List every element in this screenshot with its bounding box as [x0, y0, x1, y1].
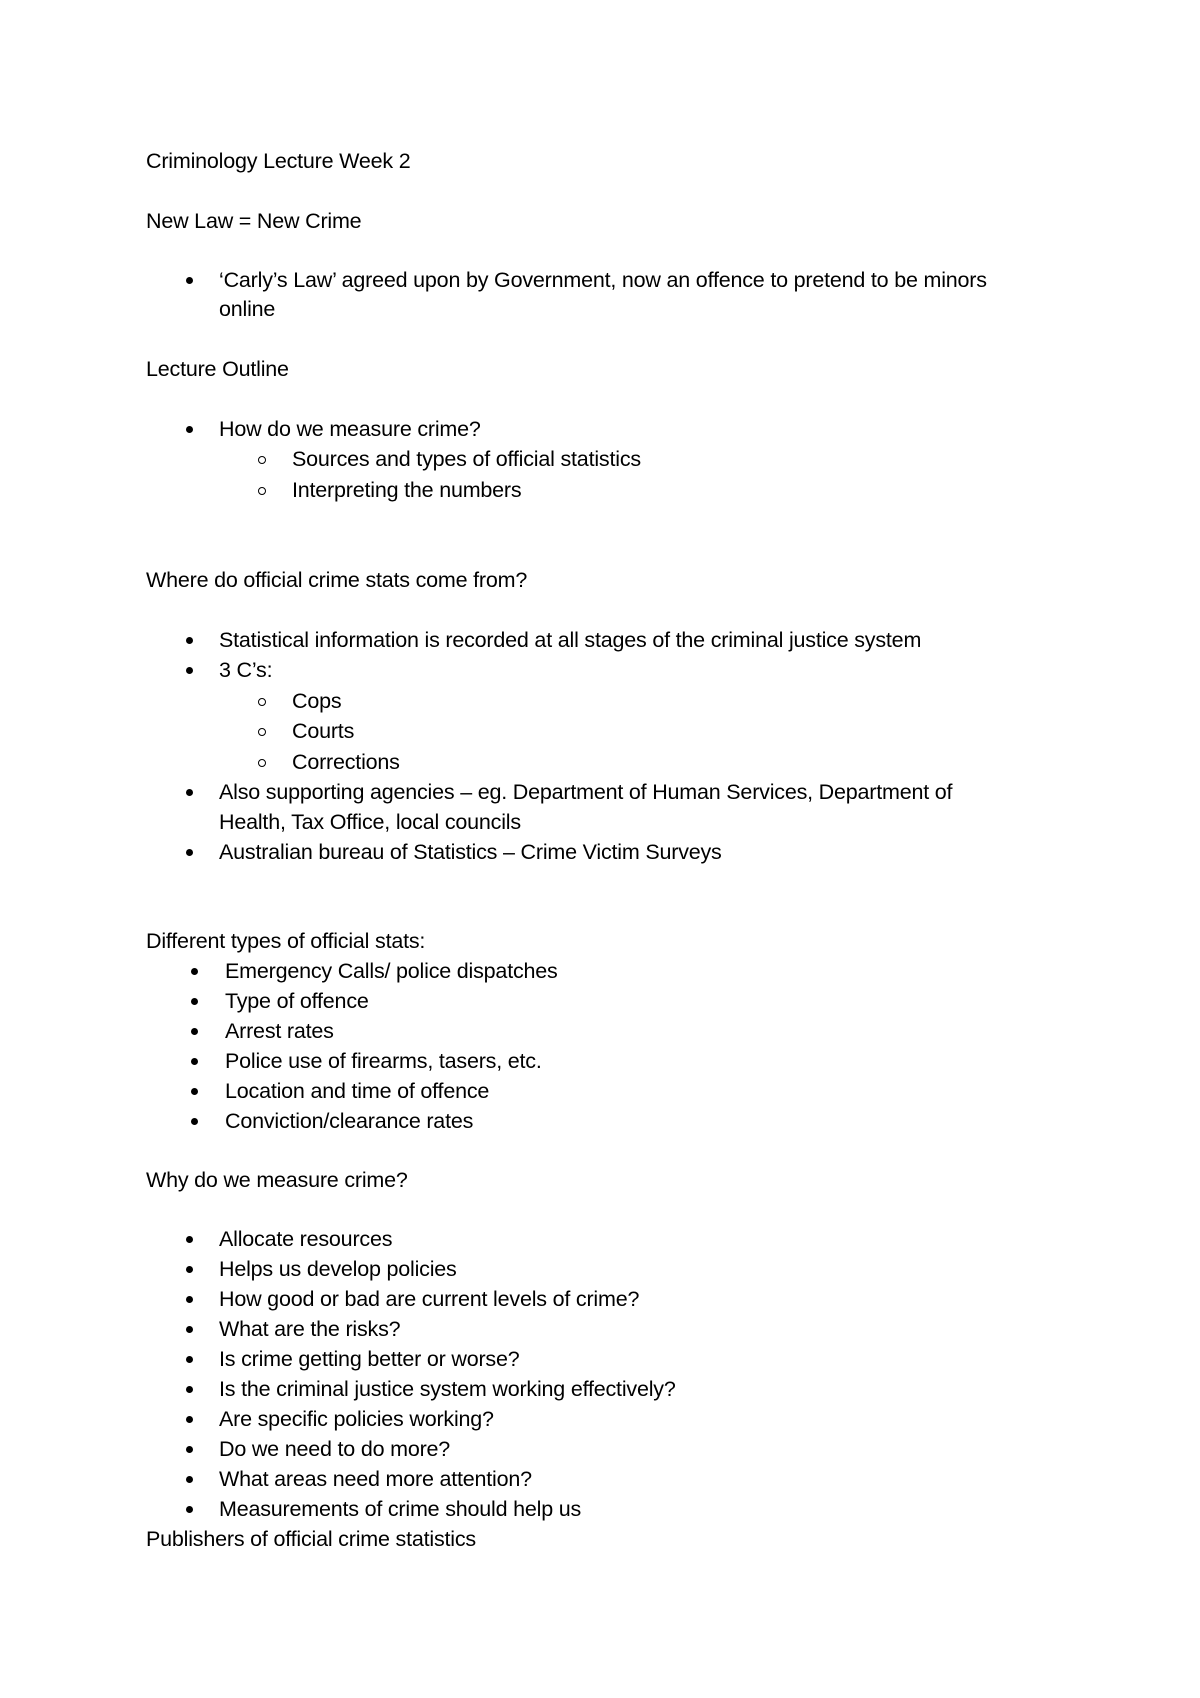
sub-list-item: Corrections [292, 750, 400, 774]
heading-new-law: New Law = New Crime [146, 209, 362, 233]
bullet-icon [191, 1088, 198, 1095]
list-item: Australian bureau of Statistics – Crime Victim Surveys [219, 840, 722, 864]
bullet-icon [186, 1236, 193, 1243]
sub-bullet-icon [258, 487, 266, 495]
bullet-icon [186, 1266, 193, 1273]
list-item: Measurements of crime should help us [219, 1497, 582, 1521]
heading-types-stats: Different types of official stats: [146, 929, 426, 953]
list-item: Police use of firearms, tasers, etc. [225, 1049, 542, 1073]
bullet-icon [186, 789, 193, 796]
sub-bullet-icon [258, 456, 266, 464]
list-item-continuation: online [219, 297, 276, 321]
bullet-icon [186, 637, 193, 644]
bullet-icon [186, 277, 193, 284]
bullet-icon [191, 1118, 198, 1125]
bullet-icon [186, 667, 193, 674]
sub-bullet-icon [258, 698, 266, 706]
bullet-icon [191, 1058, 198, 1065]
list-item: Is crime getting better or worse? [219, 1347, 520, 1371]
bullet-icon [186, 1416, 193, 1423]
list-item: Emergency Calls/ police dispatches [225, 959, 558, 983]
document-title: Criminology Lecture Week 2 [146, 149, 411, 173]
heading-why-measure: Why do we measure crime? [146, 1168, 408, 1192]
list-item: Also supporting agencies – eg. Department of Human Services, Department of [219, 780, 953, 804]
sub-list-item: Sources and types of official statistics [292, 447, 641, 471]
bullet-icon [186, 426, 193, 433]
sub-list-item: Interpreting the numbers [292, 478, 522, 502]
sub-bullet-icon [258, 728, 266, 736]
sub-list-item: Courts [292, 719, 355, 743]
list-item: Conviction/clearance rates [225, 1109, 474, 1133]
list-item: Location and time of offence [225, 1079, 490, 1103]
bullet-icon [186, 1326, 193, 1333]
list-item: Type of offence [225, 989, 369, 1013]
bullet-icon [186, 1446, 193, 1453]
list-item: Is the criminal justice system working effectively? [219, 1377, 676, 1401]
heading-lecture-outline: Lecture Outline [146, 357, 289, 381]
list-item: Arrest rates [225, 1019, 334, 1043]
bullet-icon [186, 849, 193, 856]
bullet-icon [191, 1028, 198, 1035]
list-item: Allocate resources [219, 1227, 393, 1251]
heading-where-stats: Where do official crime stats come from? [146, 568, 528, 592]
list-item: Do we need to do more? [219, 1437, 451, 1461]
bullet-icon [191, 968, 198, 975]
sub-bullet-icon [258, 759, 266, 767]
list-item: What are the risks? [219, 1317, 401, 1341]
list-item: Helps us develop policies [219, 1257, 457, 1281]
list-item: Are specific policies working? [219, 1407, 494, 1431]
list-item: What areas need more attention? [219, 1467, 532, 1491]
heading-publishers: Publishers of official crime statistics [146, 1527, 476, 1551]
bullet-icon [186, 1476, 193, 1483]
list-item-continuation: Health, Tax Office, local councils [219, 810, 521, 834]
list-item: Statistical information is recorded at all stages of the criminal justice system [219, 628, 922, 652]
list-item: How good or bad are current levels of crime? [219, 1287, 640, 1311]
bullet-icon [186, 1386, 193, 1393]
bullet-icon [186, 1296, 193, 1303]
list-item: 3 C’s: [219, 658, 273, 682]
bullet-icon [186, 1506, 193, 1513]
bullet-icon [191, 998, 198, 1005]
list-item: ‘Carly’s Law’ agreed upon by Government, now an offence to pretend to be minors [219, 268, 987, 292]
sub-list-item: Cops [292, 689, 342, 713]
list-item: How do we measure crime? [219, 417, 481, 441]
bullet-icon [186, 1356, 193, 1363]
